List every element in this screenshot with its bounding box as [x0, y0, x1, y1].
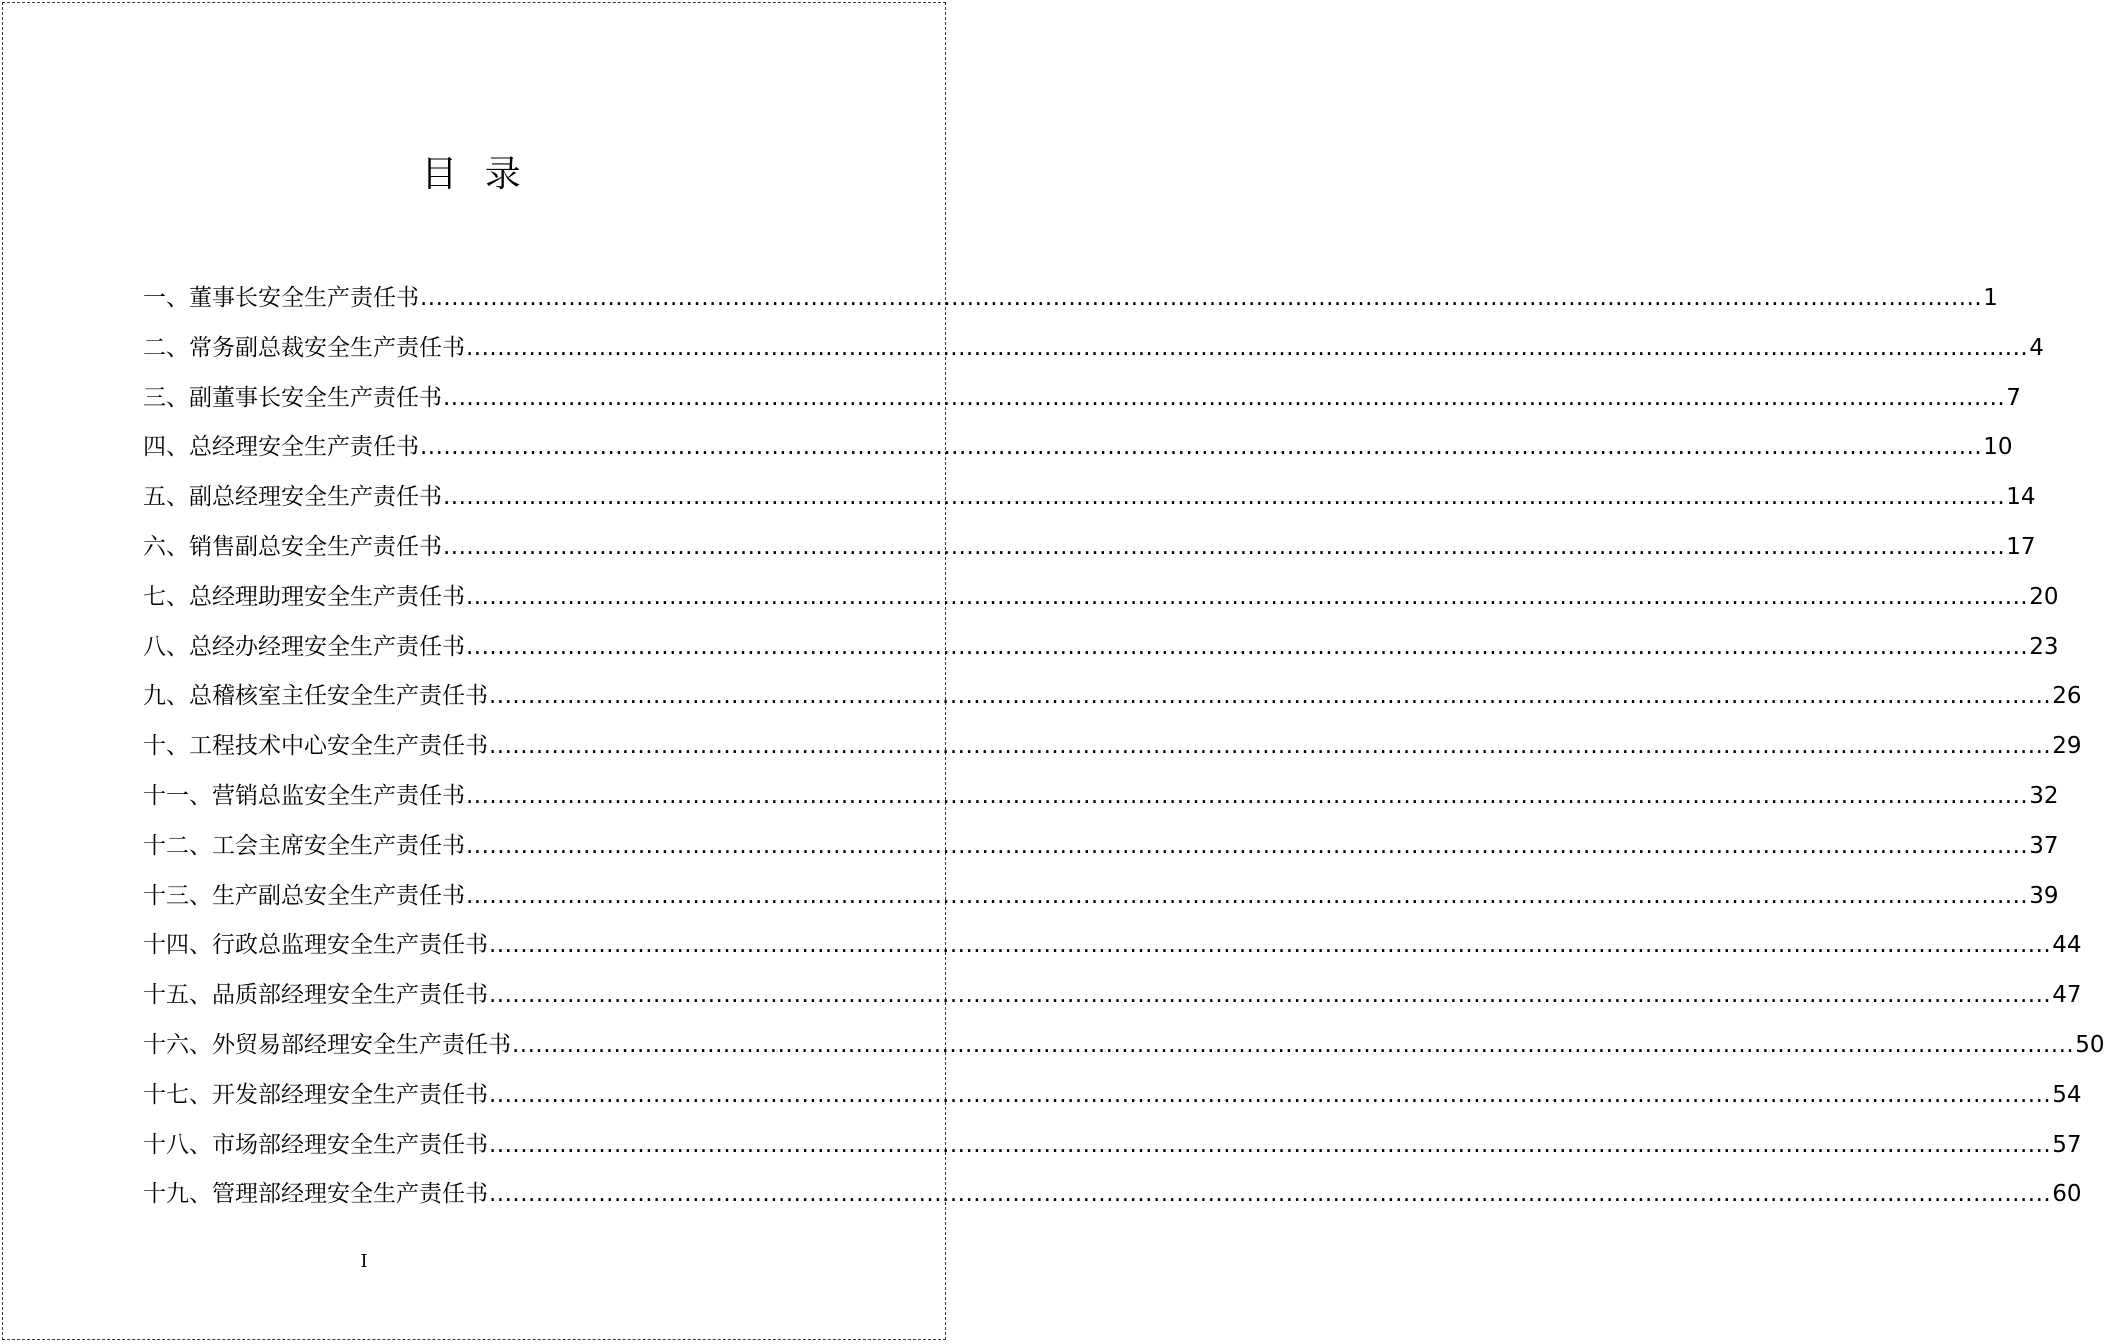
- toc-entry-label: 三、副董事长安全生产责任书: [143, 384, 442, 411]
- toc-dot-leader: ........................................................................................................................................................................................................: [420, 285, 1983, 311]
- toc-entry[interactable]: [143, 878, 2059, 928]
- toc-dot-leader: ........................................................................................................................................................................................................: [512, 1031, 2075, 1058]
- toc-dot-leader: ........................................................................................................................................................................................................: [489, 982, 2052, 1009]
- toc-dot-leader: ........................................................................................................................................................................................................: [466, 782, 2029, 809]
- toc-entry-page-number: 1: [1983, 285, 1998, 311]
- toc-entry-label: 十、工程技术中心安全生产责任书: [143, 733, 488, 760]
- toc-dot-leader: ........................................................................................................................................................................................................: [466, 583, 2029, 610]
- toc-dot-leader: ........................................................................................................................................................................................................: [489, 932, 2052, 959]
- toc-entry-label: 十一、营销总监安全生产责任书: [143, 782, 465, 809]
- toc-dot-leader: ........................................................................................................................................................................................................: [466, 334, 2029, 361]
- toc-title: 目 录: [421, 154, 529, 195]
- toc-list: [143, 280, 2105, 1226]
- toc-entry[interactable]: [143, 828, 2059, 878]
- toc-entry-page-number: 57: [2052, 1131, 2082, 1158]
- toc-entry[interactable]: [143, 429, 2013, 479]
- toc-dot-leader: ........................................................................................................................................................................................................: [466, 633, 2029, 660]
- toc-entry[interactable]: [143, 778, 2059, 828]
- toc-entry[interactable]: [143, 1077, 2082, 1127]
- toc-entry-page-number: 23: [2029, 633, 2059, 660]
- toc-entry-label: 八、总经办经理安全生产责任书: [143, 633, 465, 660]
- toc-entry-page-number: 26: [2052, 683, 2082, 710]
- toc-entry-page-number: 29: [2052, 733, 2082, 760]
- toc-entry-label: 十七、开发部经理安全生产责任书: [143, 1081, 488, 1108]
- toc-entry-page-number: 14: [2006, 484, 2036, 511]
- toc-entry[interactable]: [143, 977, 2082, 1027]
- toc-entry[interactable]: [143, 1027, 2105, 1077]
- footer-page-number: I: [360, 1251, 368, 1272]
- toc-dot-leader: ........................................................................................................................................................................................................: [489, 1081, 2052, 1108]
- toc-dot-leader: ........................................................................................................................................................................................................: [466, 882, 2029, 909]
- toc-entry[interactable]: [143, 479, 2036, 529]
- toc-entry-label: 十二、工会主席安全生产责任书: [143, 832, 465, 859]
- toc-dot-leader: ........................................................................................................................................................................................................: [466, 832, 2029, 859]
- toc-entry[interactable]: [143, 579, 2059, 629]
- toc-dot-leader: ........................................................................................................................................................................................................: [443, 484, 2006, 511]
- toc-entry-label: 二、常务副总裁安全生产责任书: [143, 334, 465, 361]
- toc-dot-leader: ........................................................................................................................................................................................................: [443, 384, 2006, 411]
- toc-entry-page-number: 50: [2075, 1031, 2105, 1058]
- toc-dot-leader: ........................................................................................................................................................................................................: [489, 733, 2052, 760]
- toc-entry-label: 一、董事长安全生产责任书: [143, 285, 419, 311]
- toc-entry-page-number: 54: [2052, 1081, 2082, 1108]
- toc-entry[interactable]: [143, 1176, 2082, 1226]
- toc-entry-label: 四、总经理安全生产责任书: [143, 434, 419, 461]
- toc-entry[interactable]: [143, 529, 2036, 579]
- toc-entry-label: 九、总稽核室主任安全生产责任书: [143, 683, 488, 710]
- toc-entry-page-number: 32: [2029, 782, 2059, 809]
- toc-entry-label: 十五、品质部经理安全生产责任书: [143, 982, 488, 1009]
- toc-entry-page-number: 60: [2052, 1181, 2082, 1208]
- toc-entry-page-number: 10: [1983, 434, 2013, 461]
- toc-entry[interactable]: [143, 330, 2044, 380]
- toc-entry-label: 十三、生产副总安全生产责任书: [143, 882, 465, 909]
- toc-entry-page-number: 44: [2052, 932, 2082, 959]
- toc-entry-label: 十四、行政总监理安全生产责任书: [143, 932, 488, 959]
- toc-entry-page-number: 4: [2029, 334, 2044, 361]
- toc-entry-label: 六、销售副总安全生产责任书: [143, 533, 442, 560]
- toc-dot-leader: ........................................................................................................................................................................................................: [489, 1131, 2052, 1158]
- toc-entry[interactable]: [143, 280, 1998, 330]
- toc-entry-page-number: 39: [2029, 882, 2059, 909]
- toc-entry-label: 十六、外贸易部经理安全生产责任书: [143, 1031, 511, 1058]
- toc-dot-leader: ........................................................................................................................................................................................................: [443, 533, 2006, 560]
- toc-entry[interactable]: [143, 927, 2082, 977]
- toc-entry-label: 十八、市场部经理安全生产责任书: [143, 1131, 488, 1158]
- toc-entry-label: 十九、管理部经理安全生产责任书: [143, 1181, 488, 1208]
- toc-entry[interactable]: [143, 678, 2082, 728]
- toc-dot-leader: ........................................................................................................................................................................................................: [489, 1181, 2052, 1208]
- toc-dot-leader: ........................................................................................................................................................................................................: [489, 683, 2052, 710]
- toc-entry-page-number: 17: [2006, 533, 2036, 560]
- toc-entry-label: 七、总经理助理安全生产责任书: [143, 583, 465, 610]
- toc-entry[interactable]: [143, 728, 2082, 778]
- toc-entry-page-number: 37: [2029, 832, 2059, 859]
- toc-entry[interactable]: [143, 629, 2059, 679]
- toc-entry[interactable]: [143, 1127, 2082, 1177]
- toc-dot-leader: ........................................................................................................................................................................................................: [420, 434, 1983, 461]
- toc-entry-page-number: 20: [2029, 583, 2059, 610]
- toc-entry-page-number: 7: [2006, 384, 2021, 411]
- toc-entry-label: 五、副总经理安全生产责任书: [143, 484, 442, 511]
- toc-entry-page-number: 47: [2052, 982, 2082, 1009]
- toc-entry[interactable]: [143, 380, 2021, 430]
